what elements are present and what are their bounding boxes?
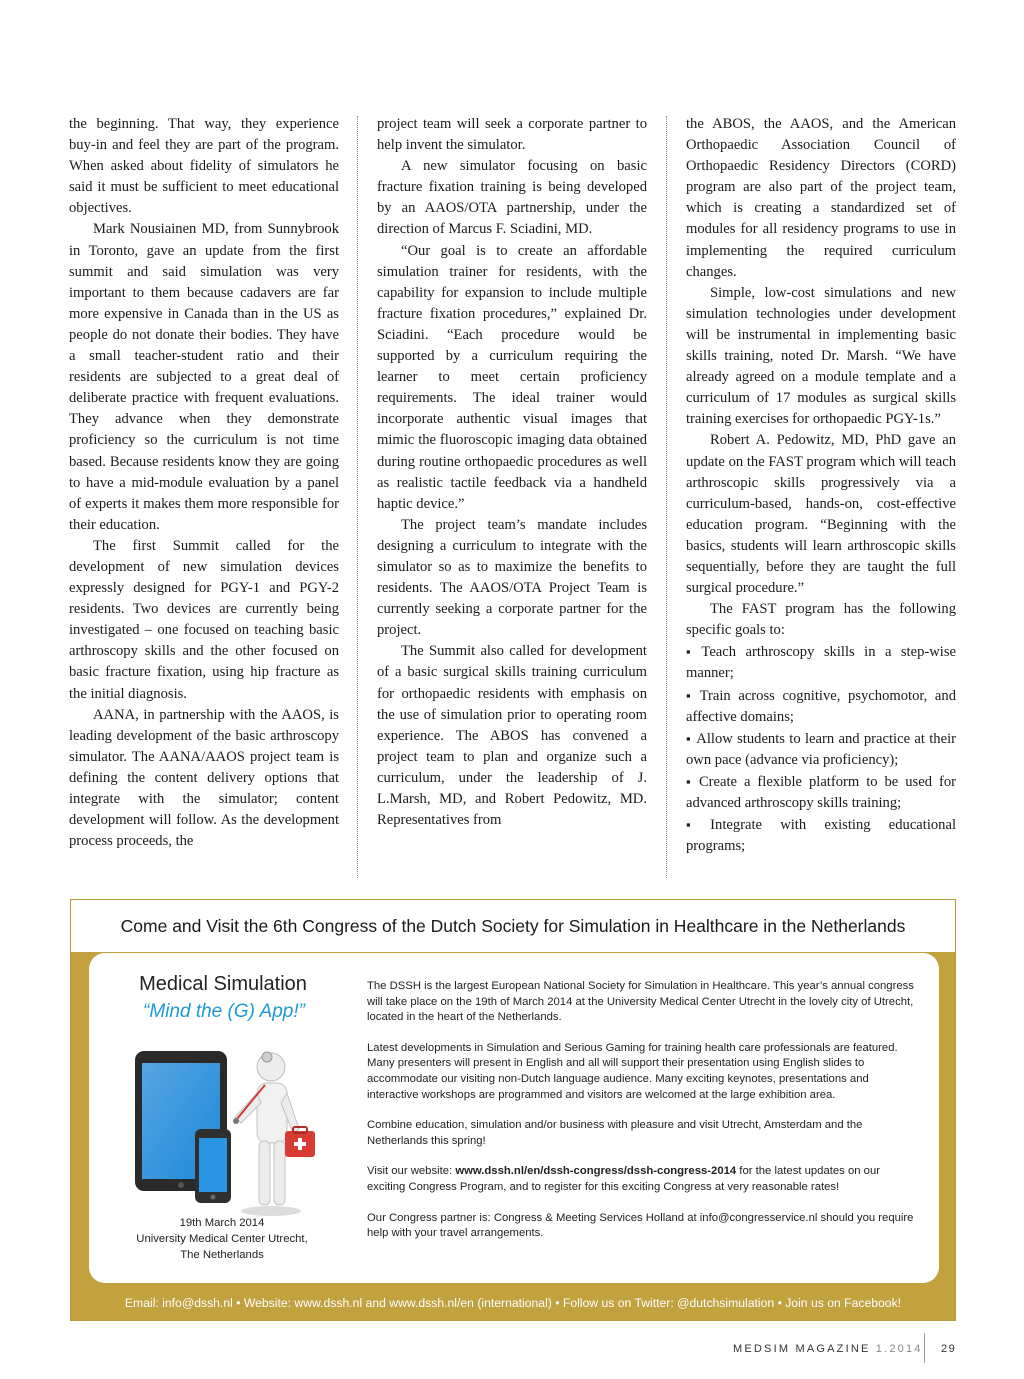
paragraph: Robert A. Pedowitz, MD, PhD gave an update on the FAST program which will teach arthroscopic skills progressively via a curriculum-based, hands-on, cost-effective education program. “Beginning with the basics, students will learn arthroscopic skills sequentially, before they are taught the full surgical procedure.” <box>686 432 956 597</box>
doctor-figure-icon <box>233 1052 315 1216</box>
event-venue: University Medical Center Utrecht, <box>136 1233 308 1245</box>
goals-list <box>686 641 956 857</box>
footer-divider <box>924 1333 925 1363</box>
paragraph: the beginning. That way, they experience buy-in and feel they are part of the program. When asked about fidelity of simulators he said it must be sufficient to meet educational objectives. <box>69 116 339 217</box>
ad-heading: Come and Visit the 6th Congress of the Dutch Society for Simulation in Healthcare in the Netherlands <box>120 916 906 936</box>
ad-paragraph: Our Congress partner is: Congress & Meeting Services Holland at info@congresservice.nl should you require help with your travel arrangements. <box>367 1211 914 1240</box>
ad-subtitle: “Mind the (G) App!” <box>143 1001 305 1022</box>
ad-paragraph: The DSSH is the largest European National Society for Simulation in Healthcare. This year’s annual congress will take place on the 19th of March 2014 at the University Medical Center Utrecht in the lovely city of Utrecht, located in the heart of the Netherlands. <box>367 980 914 1024</box>
event-location: The Netherlands <box>180 1249 264 1261</box>
article-column-3 <box>686 114 956 857</box>
ad-text-span: Visit our website: <box>367 1165 456 1178</box>
ad-contact-footer: Email: info@dssh.nl • Website: www.dssh.nl and www.dssh.nl/en (international) • Follow us on Twitter: @dutchsimulation • Join us on Facebook! <box>124 1296 902 1310</box>
paragraph: the ABOS, the AAOS, and the American Orthopaedic Association Council of Orthopaedic Residency Directors (CORD) program are also part of the project team, which is creating a standardized set of modules for all residency programs to use in implementing the required curriculum changes. <box>686 116 956 280</box>
ad-text-span: for the latest updates on our exciting Congress Program, and to register for this exciting Congress at very reasonable rates! <box>367 1165 880 1193</box>
list-item: ▪ Teach arthroscopy skills in a step-wise manner; <box>686 641 956 684</box>
magazine-name: MEDSIM MAGAZINE <box>733 1343 871 1355</box>
paragraph: Mark Nousiainen MD, from Sunnybrook in Toronto, gave an update from the first summit and said simulation was very important to them because cadavers are far more expensive in Canada than in the US as people do not donate their bodies. They have a small teacher-student ratio and their residents are subjected to a great deal of deliberate practice with frequent evaluations. They advance when they demonstrate proficiency so the curriculum is not time based. Because residents know they are going to have a mid-module evaluation by a panel of experts it makes them more responsible for their education. <box>69 221 339 533</box>
ad-event-details <box>119 1215 325 1263</box>
list-item: ▪ Create a flexible platform to be used for advanced arthroscopy skills training; <box>686 771 956 814</box>
list-item: ▪ Train across cognitive, psychomotor, and affective domains; <box>686 685 956 728</box>
paragraph: A new simulator focusing on basic fracture fixation training is being developed by an AAOS/OTA partnership, under the direction of Marcus F. Sciadini, MD. <box>377 158 647 238</box>
page-number: 29 <box>941 1343 957 1355</box>
article-column-2 <box>377 114 647 831</box>
list-item: ▪ Integrate with existing educational programs; <box>686 814 956 857</box>
magazine-footer <box>733 1343 923 1355</box>
paragraph: The Summit also called for development of a basic surgical skills training curriculum for orthopaedic residents with emphasis on the use of simulation prior to operating room experience. The ABOS has convened a project team to plan and organize such a curriculum, under the leadership of J. L.Marsh, MD, and Robert Pedowitz, MD. Representatives from <box>377 643 647 829</box>
column-divider <box>357 116 358 878</box>
event-date: 19th March 2014 <box>179 1217 265 1229</box>
issue-number: 1.2014 <box>875 1343 923 1355</box>
paragraph: The FAST program has the following specific goals to: <box>686 601 956 639</box>
ad-title: Medical Simulation <box>139 973 307 995</box>
ad-panel <box>89 953 939 1283</box>
ad-header-bar <box>71 900 955 952</box>
paragraph: AANA, in partnership with the AAOS, is leading development of the basic arthroscopy simulator. The AANA/AAOS project team is defining the content delivery options that integrate with the simulator; content development will follow. As the development process proceeds, the <box>69 706 339 850</box>
paragraph: project team will seek a corporate partner to help invent the simulator. <box>377 116 647 154</box>
paragraph: Simple, low-cost simulations and new simulation technologies under development will be instrumental in implementing basic skills training, noted Dr. Marsh. “We have already agreed on a module template and a curriculum of 17 modules as surgical skills training exercises for orthopaedic PGY-1s.” <box>686 284 956 428</box>
paragraph: The project team’s mandate includes designing a curriculum to integrate with the simulator so as to maximize the benefits to residents. The AAOS/OTA Project Team is currently seeking a corporate partner for the project. <box>377 516 647 639</box>
congress-website-link[interactable]: www.dssh.nl/en/dssh-congress/dssh-congress-2014 <box>455 1165 737 1178</box>
ad-paragraph <box>367 1164 917 1195</box>
column-divider <box>666 116 667 878</box>
paragraph: The first Summit called for the development of new simulation devices expressly designed for PGY-1 and PGY-2 residents. Two devices are currently being investigated – one focused on teaching basic arthroscopy skills and the other focused on basic fracture fixation, using hip fracture as the initial diagnosis. <box>69 537 339 702</box>
ad-body <box>367 979 917 1257</box>
list-item: ▪ Allow students to learn and practice at their own pace (advance via proficiency); <box>686 728 956 771</box>
ad-paragraph: Combine education, simulation and/or business with pleasure and visit Utrecht, Amsterdam and the Netherlands this spring! <box>367 1119 863 1147</box>
ad-paragraph: Latest developments in Simulation and Serious Gaming for training health care professionals are featured. Many presenters will present in English and all will support their presentation using English slides to accommodate our visiting non-Dutch language audience. Many exciting keynotes, presentations and interactive workshops are programmed and visitors are welcomed at the large exhibition area. <box>367 1041 898 1101</box>
tablet-doctor-illustration <box>133 1043 323 1218</box>
article-column-1 <box>69 114 339 852</box>
paragraph: “Our goal is to create an affordable simulation trainer for residents, with the capability for expansion to include multiple fracture fixation procedures,” explained Dr. Sciadini. “Each procedure would be supported by a curriculum requiring the learner to meet certain proficiency requirements. The ideal trainer would incorporate authentic visual images that mimic the fluoroscopic imaging data obtained during routine orthopaedic procedures as well as realistic tactile feedback via a handheld haptic device.” <box>377 242 647 512</box>
congress-advertisement <box>70 899 956 1321</box>
